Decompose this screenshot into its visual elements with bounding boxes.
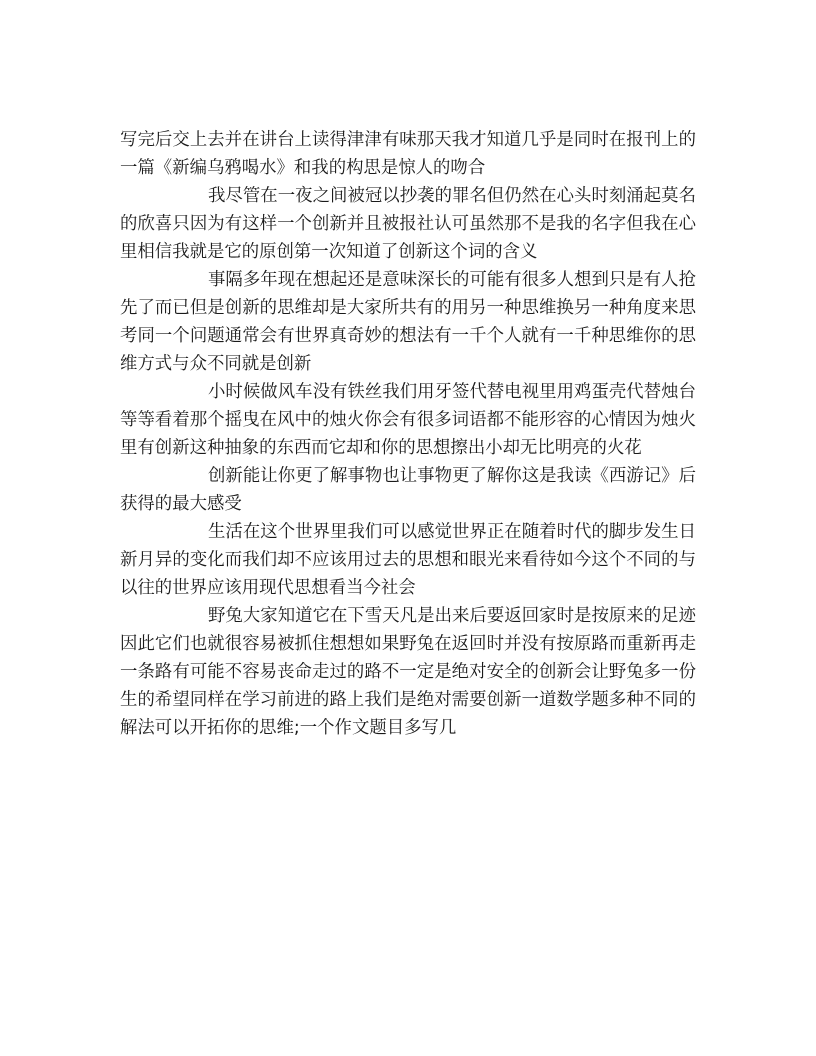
paragraph: 创新能让你更了解事物也让事物更了解你这是我读《西游记》后获得的最大感受 [120, 466, 696, 514]
document-body [120, 126, 696, 742]
paragraph: 写完后交上去并在讲台上读得津津有味那天我才知道几乎是同时在报刊上的一篇《新编乌鸦喝水》和我的构思是惊人的吻合 [120, 130, 696, 178]
paragraph: 事隔多年现在想起还是意味深长的可能有很多人想到只是有人抢先了而已但是创新的思维却是大家所共有的用另一种思维换另一种角度来思考同一个问题通常会有世界真奇妙的想法有一千个人就有一千种思维你的思维方式与众不同就是创新 [120, 270, 696, 374]
paragraph: 生活在这个世界里我们可以感觉世界正在随着时代的脚步发生日新月异的变化而我们却不应该用过去的思想和眼光来看待如今这个不同的与以往的世界应该用现代思想看当今社会 [120, 522, 696, 598]
paragraph: 我尽管在一夜之间被冠以抄袭的罪名但仍然在心头时刻涌起莫名的欣喜只因为有这样一个创新并且被报社认可虽然那不是我的名字但我在心里相信我就是它的原创第一次知道了创新这个词的含义 [120, 186, 696, 262]
paragraph: 小时候做风车没有铁丝我们用牙签代替电视里用鸡蛋壳代替烛台等等看着那个摇曳在风中的烛火你会有很多词语都不能形容的心情因为烛火里有创新这种抽象的东西而它却和你的思想擦出小却无比明亮的火花 [120, 382, 696, 458]
paragraph: 野兔大家知道它在下雪天凡是出来后要返回家时是按原来的足迹因此它们也就很容易被抓住想想如果野兔在返回时并没有按原路而重新再走一条路有可能不容易丧命走过的路不一定是绝对安全的创新会让野兔多一份生的希望同样在学习前进的路上我们是绝对需要创新一道数学题多种不同的解法可以开拓你的思维;一个作文题目多写几 [120, 606, 696, 738]
